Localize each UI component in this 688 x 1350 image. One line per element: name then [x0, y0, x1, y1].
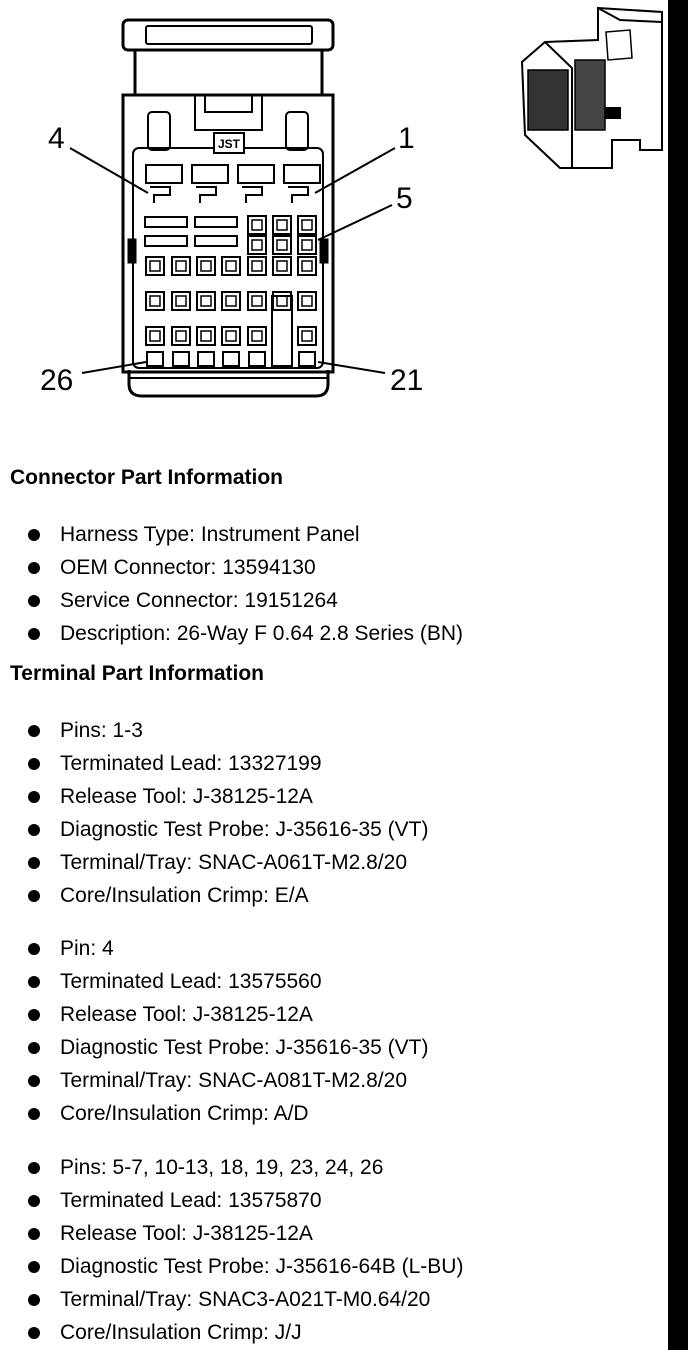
terminal-cavity — [298, 292, 316, 310]
terminal-cavity — [146, 327, 164, 345]
bullet-icon — [28, 890, 40, 902]
list-item — [28, 551, 463, 584]
terminal-cavity — [222, 327, 240, 345]
list-item — [28, 1064, 428, 1097]
terminal-cavity — [146, 292, 164, 310]
list-item-text: Release Tool: J-38125-12A — [60, 1003, 313, 1026]
list-item — [28, 1184, 463, 1217]
bullet-icon — [28, 1009, 40, 1021]
terminal-cavity — [173, 352, 189, 366]
terminal-cavity-large — [238, 165, 274, 183]
list-item-text: Description: 26-Way F 0.64 2.8 Series (BN) — [60, 622, 464, 645]
terminal-slot — [145, 217, 187, 227]
list-item — [28, 714, 428, 747]
terminal-cavity — [273, 216, 291, 234]
terminal-cavity-large — [150, 187, 170, 203]
terminal-cavity — [298, 257, 316, 275]
bullet-icon — [28, 1162, 40, 1174]
terminal-cavity — [197, 257, 215, 275]
list-item — [28, 879, 428, 912]
bullet-icon — [28, 758, 40, 770]
pin-label-21: 21 — [390, 364, 424, 397]
connector-part-info-title: Connector Part Information — [10, 466, 284, 489]
bullet-icon — [28, 1108, 40, 1120]
bullet-icon — [28, 976, 40, 988]
terminal-cavity — [147, 352, 163, 366]
terminal-group-list — [28, 1151, 463, 1349]
list-item-text: Terminated Lead: 13327199 — [60, 752, 322, 775]
terminal-group-list — [28, 714, 428, 912]
bullet-icon — [28, 1195, 40, 1207]
terminal-cavity — [172, 257, 190, 275]
connector-diagram — [0, 0, 688, 440]
list-item-text: Pins: 1-3 — [60, 719, 143, 742]
bullet-icon — [28, 562, 40, 574]
list-item — [28, 584, 463, 617]
list-item — [28, 1316, 463, 1349]
list-item-text: Pin: 4 — [60, 937, 114, 960]
bullet-icon — [28, 857, 40, 869]
terminal-cavity — [298, 236, 316, 254]
bullet-icon — [28, 1261, 40, 1273]
terminal-cavity — [248, 236, 266, 254]
terminal-cavity — [172, 327, 190, 345]
terminal-cavity — [273, 257, 291, 275]
terminal-slot — [195, 236, 237, 246]
bullet-icon — [28, 1042, 40, 1054]
terminal-cavity-large — [146, 165, 182, 183]
bullet-icon — [28, 595, 40, 607]
terminal-cavity — [249, 352, 265, 366]
list-item-text: Core/Insulation Crimp: J/J — [60, 1321, 302, 1344]
list-item — [28, 846, 428, 879]
list-item — [28, 1031, 428, 1064]
terminal-cavity — [298, 327, 316, 345]
pin-label-4: 4 — [48, 122, 65, 155]
terminal-cavity — [197, 292, 215, 310]
list-item-text: Diagnostic Test Probe: J-35616-35 (VT) — [60, 818, 429, 841]
terminal-cavity — [197, 327, 215, 345]
terminal-cavity — [248, 292, 266, 310]
list-item — [28, 780, 428, 813]
bullet-icon — [28, 529, 40, 541]
list-item — [28, 932, 428, 965]
bullet-icon — [28, 1294, 40, 1306]
terminal-cavity — [248, 216, 266, 234]
terminal-slot — [195, 217, 237, 227]
list-item-text: Service Connector: 19151264 — [60, 589, 338, 612]
terminal-cavity — [172, 292, 190, 310]
pin-label-5: 5 — [396, 182, 413, 215]
terminal-part-info-title: Terminal Part Information — [10, 662, 264, 685]
list-item — [28, 1217, 463, 1250]
list-item — [28, 617, 463, 650]
terminal-group-list — [28, 932, 428, 1130]
terminal-cavity — [273, 292, 291, 310]
terminal-cavity — [222, 292, 240, 310]
list-item — [28, 965, 428, 998]
terminal-cavity — [248, 327, 266, 345]
list-item-text: Terminal/Tray: SNAC-A081T-M2.8/20 — [60, 1069, 408, 1092]
bullet-icon — [28, 791, 40, 803]
terminal-cavity-large — [196, 187, 216, 203]
list-item-text: Release Tool: J-38125-12A — [60, 785, 313, 808]
list-item — [28, 1151, 463, 1184]
list-item — [28, 813, 428, 846]
bullet-icon — [28, 725, 40, 737]
connector-part-list — [28, 518, 463, 650]
right-edge-bar — [668, 0, 688, 1350]
latch-marking: JST — [217, 137, 241, 151]
list-item — [28, 998, 428, 1031]
list-item-text: Release Tool: J-38125-12A — [60, 1222, 313, 1245]
terminal-cavity-large — [192, 165, 228, 183]
terminal-cavity — [198, 352, 214, 366]
terminal-cavity — [298, 216, 316, 234]
connector-3d-view — [522, 8, 662, 168]
list-item — [28, 1250, 463, 1283]
bullet-icon — [28, 943, 40, 955]
terminal-slot — [145, 236, 187, 246]
list-item — [28, 747, 428, 780]
terminal-cavity — [273, 236, 291, 254]
bullet-icon — [28, 628, 40, 640]
terminal-cavity — [299, 352, 315, 366]
bullet-icon — [28, 1228, 40, 1240]
terminal-cavity — [248, 257, 266, 275]
list-item-text: OEM Connector: 13594130 — [60, 556, 316, 579]
terminal-cavity-large — [284, 165, 320, 183]
list-item-text: Terminal/Tray: SNAC-A061T-M2.8/20 — [60, 851, 408, 874]
list-item-text: Pins: 5-7, 10-13, 18, 19, 23, 24, 26 — [60, 1156, 384, 1179]
terminal-cavity — [146, 257, 164, 275]
list-item-text: Harness Type: Instrument Panel — [60, 523, 360, 546]
list-item-text: Diagnostic Test Probe: J-35616-35 (VT) — [60, 1036, 429, 1059]
terminal-cavity-large — [242, 187, 262, 203]
bullet-icon — [28, 1075, 40, 1087]
terminal-cavity-large — [288, 187, 308, 203]
list-item-text: Terminated Lead: 13575870 — [60, 1189, 322, 1212]
list-item-text: Core/Insulation Crimp: E/A — [60, 884, 309, 907]
list-item-text: Diagnostic Test Probe: J-35616-64B (L-BU) — [60, 1255, 464, 1278]
list-item — [28, 1283, 463, 1316]
terminal-cavity — [222, 257, 240, 275]
list-item-text: Terminal/Tray: SNAC3-A021T-M0.64/20 — [60, 1288, 431, 1311]
list-item — [28, 1097, 428, 1130]
bullet-icon — [28, 824, 40, 836]
list-item — [28, 518, 463, 551]
pin-label-1: 1 — [398, 122, 415, 155]
pin-label-26: 26 — [40, 364, 74, 397]
list-item-text: Terminated Lead: 13575560 — [60, 970, 322, 993]
list-item-text: Core/Insulation Crimp: A/D — [60, 1102, 309, 1125]
bullet-icon — [28, 1327, 40, 1339]
terminal-cavity — [223, 352, 239, 366]
